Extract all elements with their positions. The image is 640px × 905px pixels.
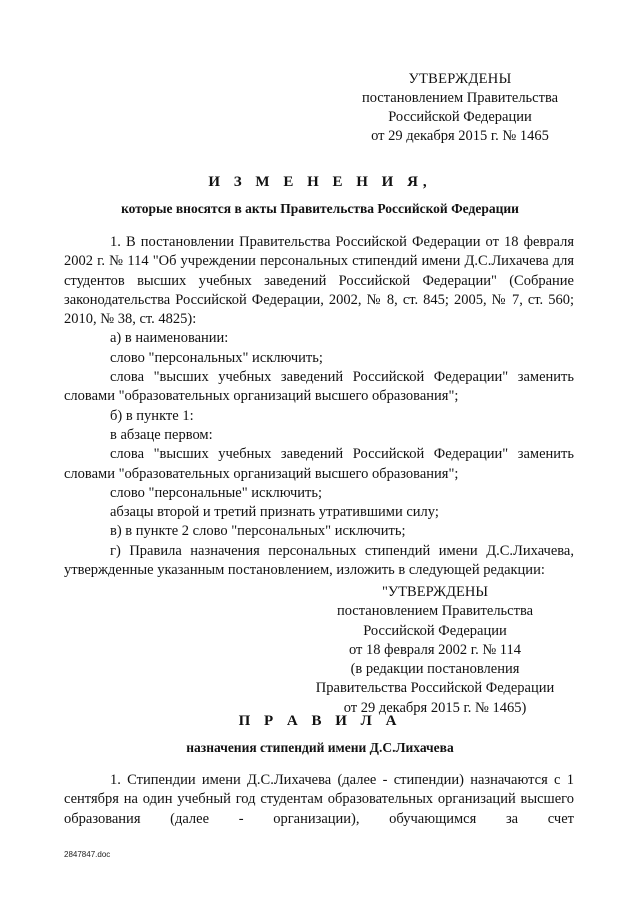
paragraph-3: слово "персональных" исключить; <box>110 349 323 366</box>
paragraph-2: а) в наименовании: <box>110 330 229 347</box>
inner-approval-line-2: Российской Федерации <box>363 622 507 639</box>
inner-approval-line-4: (в редакции постановления <box>350 661 520 678</box>
paragraph-6: в абзаце первом: <box>110 426 213 443</box>
changes-subtitle: которые вносятся в акты Правительства Российской Федерации <box>121 201 519 216</box>
rules-paragraph-1: 1. Стипендии имени Д.С.Лихачева (далее - стипендии) назначаются с 1 сентября на один учебный год студентам образовательных организаций высшего образования (далее - организации), обучающимся за счет <box>64 772 574 827</box>
approval-line-3: от 29 декабря 2015 г. № 1465 <box>371 128 549 144</box>
changes-body <box>64 233 574 580</box>
approval-line-2: Российской Федерации <box>388 109 532 125</box>
paragraph-8: слово "персональные" исключить; <box>110 484 323 501</box>
inner-approval-line-5: Правительства Российской Федерации <box>315 680 555 697</box>
inner-approval-line-6: от 29 декабря 2015 г. № 1465) <box>343 699 527 716</box>
paragraph-9: абзацы второй и третий признать утратившими силу; <box>110 504 439 521</box>
rules-title: П Р А В И Л А <box>238 713 402 729</box>
paragraph-7: слова "высших учебных заведений Российской Федерации" заменить словами "образовательных организаций высшего образования"; <box>64 446 574 482</box>
paragraph-4: слова "высших учебных заведений Российской Федерации" заменить словами "образовательных организаций высшего образования"; <box>64 369 574 405</box>
file-name-footer: 2847847.doc <box>64 850 111 859</box>
inner-approval-line-1: постановлением Правительства <box>336 603 534 620</box>
paragraph-11: г) Правила назначения персональных стипендий имени Д.С.Лихачева, утвержденные указанным постановлением, изложить в следующей редакции: <box>64 542 574 579</box>
changes-title: И З М Е Н Е Н И Я, <box>208 174 432 190</box>
paragraph-5: б) в пункте 1: <box>110 407 194 424</box>
approval-line-1: постановлением Правительства <box>361 90 559 106</box>
rules-body <box>64 771 574 829</box>
inner-approval-line-3: от 18 февраля 2002 г. № 114 <box>348 641 522 658</box>
approval-stamp <box>340 70 580 146</box>
rules-subtitle: назначения стипендий имени Д.С.Лихачева <box>186 740 454 755</box>
paragraph-10: в) в пункте 2 слово "персональных" исключить; <box>110 523 406 540</box>
approval-title: УТВЕРЖДЕНЫ <box>408 71 512 87</box>
inner-approval-stamp <box>300 583 570 718</box>
inner-approval-title: "УТВЕРЖДЕНЫ <box>382 584 488 600</box>
paragraph-1: 1. В постановлении Правительства Российской Федерации от 18 февраля 2002 г. № 114 "Об учреждении персональных стипендий имени Д.С.Лихачева для студентов высших учебных заведений Российской Федерации" (Собрание законодательства Российской Федерации, 2002, № 8, ст. 845; 2005, № 7, ст. 560; 2010, № 38, ст. 4825): <box>64 234 574 328</box>
